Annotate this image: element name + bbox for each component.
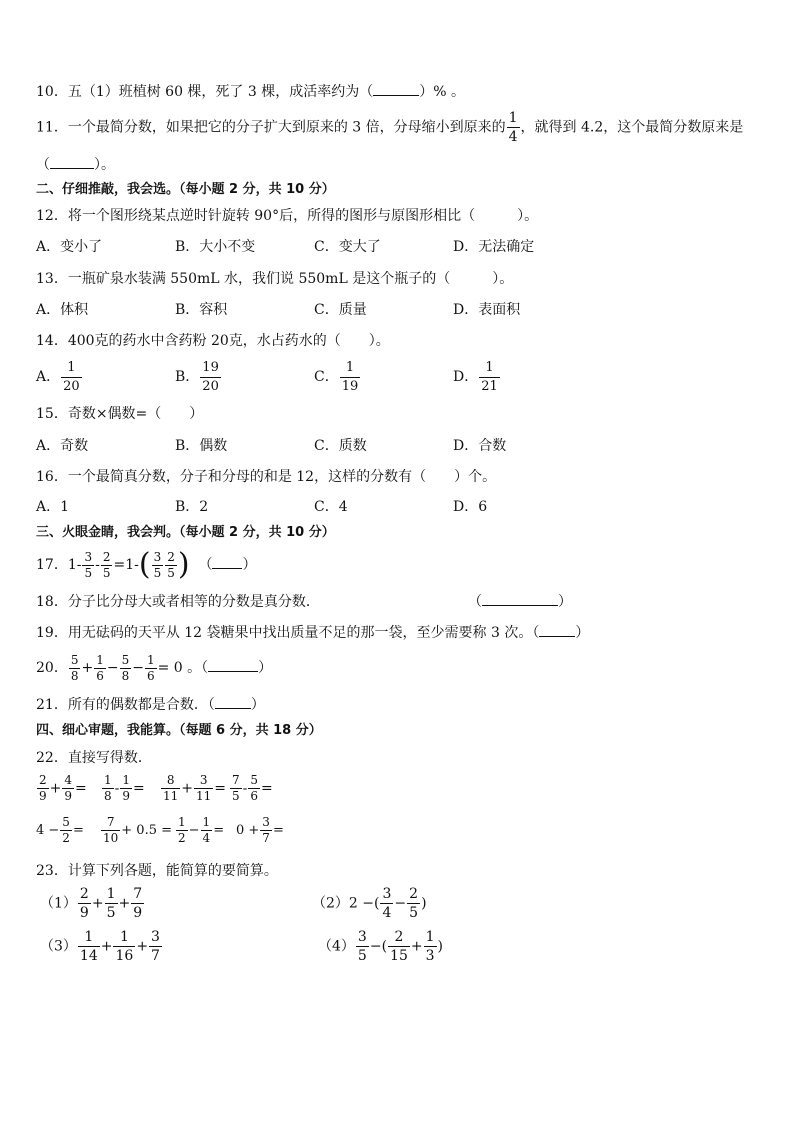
fraction — [101, 816, 120, 845]
text-span: - — [114, 780, 120, 797]
fraction — [194, 774, 213, 803]
text-span: D． — [453, 369, 479, 385]
text-span: 17． — [36, 557, 68, 573]
denominator: 4 — [382, 905, 392, 921]
calc-item — [36, 816, 84, 845]
denominator: 6 — [96, 668, 104, 683]
option-b[interactable] — [175, 358, 222, 396]
text-span: 1- — [67, 557, 82, 573]
numerator: 1 — [178, 815, 186, 829]
numerator: 5 — [70, 652, 79, 667]
fraction — [60, 816, 72, 845]
text-span: C． — [314, 369, 339, 385]
answer-blank[interactable] — [208, 659, 258, 672]
denominator: 9 — [122, 789, 131, 803]
denominator: 20 — [63, 378, 80, 394]
numerator: 2 — [79, 886, 89, 902]
option-d[interactable]: D．表面积 — [453, 302, 521, 318]
numerator: 2 — [409, 886, 419, 902]
fraction — [356, 929, 369, 964]
fraction — [62, 774, 74, 803]
text-span: + — [49, 780, 62, 797]
text-span: = — [261, 780, 273, 797]
text-span: + — [118, 895, 131, 912]
text-span: ） — [258, 660, 273, 676]
fraction — [161, 774, 180, 803]
fraction — [201, 816, 213, 845]
text-span: + — [136, 938, 149, 955]
fraction — [105, 886, 118, 921]
denominator: 7 — [262, 831, 270, 845]
question-11 — [36, 110, 743, 145]
denominator: 8 — [121, 668, 130, 683]
question-14: 14．400克的药水中含药粉 20克，水占药水的（ ）。 — [36, 333, 390, 349]
denominator: 11 — [196, 789, 212, 803]
numerator: 2 — [167, 549, 175, 564]
denominator: 5 — [102, 565, 111, 580]
question-22: 22．直接写得数． — [36, 750, 152, 766]
calc-item-4 — [318, 929, 443, 964]
numerator: 1 — [67, 359, 76, 375]
text-span: （2） — [312, 895, 349, 912]
denominator: 4 — [508, 129, 518, 145]
answer-blank[interactable] — [215, 696, 251, 709]
fraction — [120, 774, 132, 803]
text-span: = — [75, 780, 87, 797]
numerator: 3 — [357, 929, 367, 945]
fraction — [37, 774, 49, 803]
denominator: 3 — [425, 948, 435, 964]
denominator: 8 — [104, 789, 112, 803]
question-20 — [36, 649, 272, 687]
calc-item-2 — [312, 886, 427, 921]
text-span: − — [394, 895, 407, 912]
option-d[interactable] — [453, 358, 501, 396]
numerator: 8 — [166, 773, 175, 787]
text-span: 18．分子比分母大或者相等的分数是真分数． — [36, 594, 320, 610]
denominator: 20 — [202, 378, 219, 394]
fraction — [507, 110, 520, 145]
text-span: = — [213, 823, 225, 838]
option-c[interactable]: C．变大了 — [314, 239, 381, 255]
denominator: 15 — [390, 948, 408, 964]
option-b[interactable]: B．偶数 — [175, 438, 228, 454]
text-span: （ — [198, 557, 213, 573]
option-d[interactable]: D．6 — [453, 499, 488, 515]
denominator: 5 — [409, 905, 419, 921]
denominator: 6 — [250, 789, 259, 803]
numerator: 1 — [146, 652, 155, 667]
text-span: = — [72, 823, 84, 838]
option-c[interactable]: C．质量 — [314, 302, 367, 318]
calc-item — [229, 774, 273, 803]
text-span: ） — [242, 557, 257, 573]
text-span: ） — [250, 697, 265, 713]
fraction — [388, 929, 410, 964]
denominator: 5 — [357, 948, 367, 964]
denominator: 9 — [64, 789, 73, 803]
question-10-close: ）% 。 — [419, 84, 466, 100]
question-12: 12．将一个图形绕某点逆时针旋转 90°后，所得的图形与原图形相比（ ）。 — [36, 208, 539, 224]
numerator: 7 — [106, 815, 115, 829]
numerator: 1 — [425, 929, 435, 945]
numerator: 5 — [121, 652, 130, 667]
option-d[interactable]: D．合数 — [453, 438, 507, 454]
numerator: 7 — [133, 886, 143, 902]
numerator: 5 — [250, 773, 259, 787]
fraction — [101, 551, 113, 580]
fraction — [113, 929, 135, 964]
text-span: + — [81, 660, 94, 676]
question-10 — [36, 83, 465, 101]
fraction — [94, 654, 106, 683]
fraction — [145, 654, 157, 683]
text-span: ） — [575, 625, 590, 641]
text-span: - — [242, 780, 248, 797]
question-11-text: 11．一个最简分数，如果把它的分子扩大到原来的 3 倍，分母缩小到原来的 — [36, 119, 506, 136]
denominator: 10 — [103, 831, 119, 845]
denominator: 7 — [151, 948, 160, 964]
fraction — [149, 929, 162, 964]
denominator: 19 — [341, 378, 359, 394]
option-a[interactable]: A．奇数 — [36, 438, 89, 454]
numerator: 1 — [119, 929, 129, 945]
option-c[interactable]: C．4 — [314, 499, 348, 515]
calc-item-1 — [40, 886, 145, 921]
text-span: − — [188, 823, 200, 838]
question-17 — [36, 547, 256, 583]
numerator: 2 — [39, 773, 47, 787]
numerator: 1 — [96, 652, 104, 667]
text-span: − — [106, 660, 119, 676]
numerator: 1 — [202, 815, 211, 829]
fraction — [200, 360, 221, 395]
text-span: + 0.5 = — [121, 823, 173, 838]
question-18 — [36, 593, 320, 611]
text-span: + — [181, 780, 194, 797]
denominator: 4 — [202, 831, 211, 845]
calc-item — [236, 816, 284, 845]
bracket: ( — [138, 547, 151, 582]
calc-item — [175, 816, 224, 845]
option-d[interactable]: D．无法确定 — [453, 239, 535, 255]
text-span: = 0 。（ — [157, 660, 209, 676]
calc-item — [160, 774, 226, 803]
question-11-text-2: ，就得到 4.2，这个最简分数原来是 — [520, 119, 744, 136]
text-span: ) — [437, 938, 443, 955]
text-span: + — [91, 895, 104, 912]
text-span: + — [410, 938, 423, 955]
text-span: −( — [369, 938, 388, 955]
question-15: 15．奇数×偶数=（ ） — [36, 406, 204, 422]
answer-blank[interactable] — [212, 556, 242, 569]
option-a[interactable]: A．1 — [36, 499, 70, 515]
fraction — [82, 551, 94, 580]
option-c[interactable]: C．质数 — [314, 438, 367, 454]
numerator: 5 — [62, 815, 70, 829]
text-span: （ — [468, 594, 482, 610]
option-a[interactable] — [36, 358, 83, 396]
answer-blank[interactable] — [482, 593, 558, 606]
numerator: 3 — [382, 886, 392, 902]
text-span: 19．用无砝码的天平从 12 袋糖果中找出质量不足的那一袋，至少需要称 3 次。（ — [36, 625, 540, 641]
question-18-answer — [468, 593, 572, 611]
denominator: 11 — [163, 789, 179, 803]
numerator: 2 — [394, 929, 404, 945]
numerator: 7 — [232, 773, 240, 787]
denominator: 2 — [178, 831, 186, 845]
numerator: 1 — [485, 359, 494, 375]
text-span: ）。 — [94, 157, 115, 173]
denominator: 5 — [84, 565, 93, 580]
numerator: 3 — [199, 773, 208, 787]
text-span: = — [272, 823, 284, 838]
numerator: 1 — [106, 886, 116, 902]
text-span: （3） — [40, 938, 77, 955]
question-23: 23．计算下列各题，能简算的要简算。 — [36, 863, 278, 879]
text-span: = — [214, 780, 227, 797]
numerator: 3 — [262, 815, 270, 829]
calc-item — [36, 774, 87, 803]
text-span: =1- — [113, 557, 139, 573]
denominator: 5 — [153, 565, 162, 580]
fraction — [102, 774, 114, 803]
numerator: 1 — [508, 110, 518, 126]
option-b[interactable]: B．大小不变 — [175, 239, 256, 255]
denominator: 8 — [70, 668, 79, 683]
denominator: 21 — [481, 378, 498, 394]
fraction — [407, 886, 420, 921]
denominator: 14 — [79, 948, 98, 964]
option-b[interactable]: B．2 — [175, 499, 209, 515]
option-a[interactable]: A．变小了 — [36, 239, 103, 255]
text-span: − — [132, 660, 144, 676]
fraction — [340, 360, 361, 395]
fraction — [260, 816, 272, 845]
numerator: 3 — [151, 929, 160, 945]
text-span: 21．所有的偶数都是合数．（ — [36, 697, 215, 713]
section-heading-2: 二、仔细推敲，我会选。（每小题 2 分，共 10 分） — [36, 182, 335, 197]
text-span: （4） — [318, 938, 355, 955]
fraction — [424, 929, 437, 964]
text-span: （1） — [40, 895, 77, 912]
numerator: 1 — [84, 929, 94, 945]
question-16: 16．一个最简真分数，分子和分母的和是 12，这样的分数有（ ）个。 — [36, 469, 497, 485]
text-span: - — [95, 557, 100, 573]
fraction — [131, 886, 144, 921]
fraction — [479, 360, 500, 395]
section-heading-4: 四、细心审题，我能算。（每题 6 分，共 18 分） — [36, 723, 322, 738]
numerator: 19 — [202, 359, 219, 375]
calc-item — [100, 816, 172, 845]
denominator: 9 — [39, 789, 47, 803]
calc-item — [101, 774, 145, 803]
answer-blank[interactable] — [50, 156, 94, 169]
fraction — [69, 654, 81, 683]
question-19 — [36, 624, 589, 642]
fraction — [380, 886, 393, 921]
denominator: 5 — [232, 789, 240, 803]
text-span: ） — [558, 594, 572, 610]
text-span: + — [100, 938, 113, 955]
option-c[interactable] — [314, 358, 361, 396]
numerator: 1 — [104, 773, 112, 787]
calc-item-3 — [40, 929, 163, 964]
text-span: = — [133, 780, 145, 797]
fraction — [120, 654, 132, 683]
text-span: （ — [36, 157, 50, 173]
fraction — [152, 551, 164, 580]
text-span: B． — [175, 369, 200, 385]
text-span: 20． — [36, 660, 68, 676]
fraction — [165, 551, 177, 580]
numerator: 3 — [84, 549, 93, 564]
section-heading-3: 三、火眼金睛，我会判。（每小题 2 分，共 10 分） — [36, 525, 335, 540]
fraction — [78, 929, 100, 964]
bracket: ) — [177, 547, 190, 582]
answer-blank[interactable] — [539, 624, 575, 637]
denominator: 2 — [62, 831, 70, 845]
question-21 — [36, 696, 265, 714]
fraction — [248, 774, 260, 803]
text-span: 2 −( — [348, 895, 380, 912]
text-span: 0 + — [236, 823, 260, 838]
fraction — [78, 886, 91, 921]
numerator: 4 — [64, 773, 73, 787]
denominator: 9 — [79, 905, 89, 921]
text-span: A． — [36, 369, 61, 385]
text-span: ) — [421, 895, 427, 912]
option-a[interactable]: A．体积 — [36, 302, 89, 318]
question-10-text: 10．五（1）班植树 60 棵，死了 3 棵，成活率约为（ — [36, 84, 374, 100]
question-13: 13．一瓶矿泉水装满 550mL 水，我们说 550mL 是这个瓶子的（ ）。 — [36, 271, 514, 287]
option-b[interactable]: B．容积 — [175, 302, 228, 318]
numerator: 2 — [102, 549, 111, 564]
fraction — [61, 360, 82, 395]
question-11-line2 — [36, 156, 115, 174]
text-span: 4 − — [36, 823, 60, 838]
denominator: 9 — [133, 905, 143, 921]
fraction — [176, 816, 188, 845]
numerator: 3 — [153, 549, 162, 564]
numerator: 1 — [345, 359, 355, 375]
numerator: 1 — [122, 773, 131, 787]
denominator: 6 — [146, 668, 155, 683]
answer-blank[interactable] — [373, 83, 419, 96]
fraction — [230, 774, 242, 803]
denominator: 16 — [115, 948, 134, 964]
denominator: 5 — [167, 565, 175, 580]
denominator: 5 — [106, 905, 116, 921]
